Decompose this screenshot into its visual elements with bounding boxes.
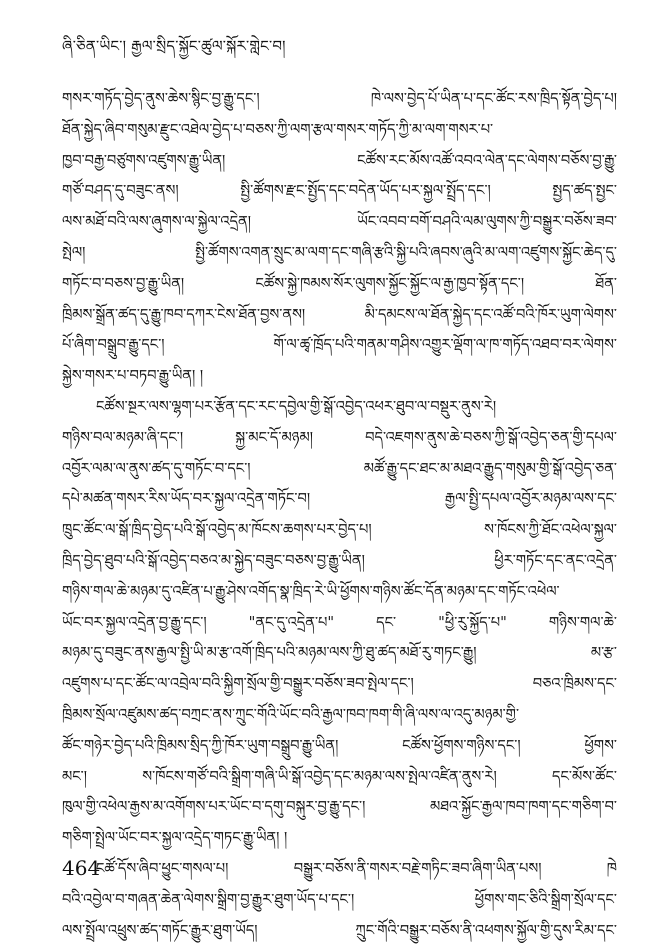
text-line: ངཚོ་དོས་ཞིབ་ཕྱུང་གསལ་པ། བསྒྱུར་བཅོས་ནི་གསར་བརྗེ་གཏིང་ཟབ་ཞིག་ཡིན་པས། ཁེ xyxy=(96,859,617,877)
text-line: གཏོང་བ་བཅས་བྱ་རྒྱུ་ཡིན། ངཚོས་སྐྱེ་ཁམས་སོར་ལུགས་སྐྱོང་སྐྱོང་ལ་རྒྱ་ཁྱབ་སྟོན་དང་། ཐོན་ xyxy=(62,274,617,292)
text-line: ཁྲིད་བྱེད་ཐུབ་པའི་སྒོ་འབྱེད་བཅའ་མ་སྐྱེད་བཟུང་བཅས་བྱ་རྒྱུ་ཡིན། ཕྱིར་གཏོང་དང་ནང་འདྲེན་ xyxy=(62,551,617,569)
text-line: མང་། ས་ཁོངས་གཙོ་བའི་སྒྲིག་གཞི་ཡི་སྒོ་འབྱེད་དང་མཉམ་ལས་སྤེལ་འཛིན་ནུས་རེ། དང་མོས་ཚོང་ xyxy=(62,767,617,785)
text-line: གཙོ་བཤད་དུ་བཟུང་ནས། སྤྱི་ཚོགས་རྫང་སྤྱོད་དང་བདེན་ཡོད་པར་སྐྱལ་སྤྲོད་དང་། སྤྱད་ཚད་སྤྱང་ xyxy=(62,182,617,200)
text-line: ཁུལ་གྱི་འཕེལ་རྒྱས་མ་འགོགས་པར་ཡོང་བ་དགུ་བསྐུར་བྱ་རྒྱུ་དང་། མཐའ་སྐྱོང་རྒྱལ་ཁབ་ཁག་དང་གཅིག་བ་ xyxy=(62,798,617,816)
running-header: ཞི་ཅིན་ཡིང་། རྒྱལ་སྲིད་སྐྱོང་ཚུལ་སྐོར་གླེང་བ། xyxy=(62,37,286,55)
text-line: མཉམ་དུ་བཟུང་ནས་རྒྱལ་སྤྱི་ཡི་མ་རྩ་འགོ་ཁྲིད་པའི་མཉམ་ལས་ཀྱི་ཐུ་ཚད་མཐོ་རུ་གཏང་རྒྱུ། མ་རྩ་ xyxy=(62,644,617,662)
text-line: ཡོང་བར་སྐྱལ་འདྲེན་བྱ་རྒྱུ་དང་། "ནང་དུ་འདྲེན་པ" དང་ "ཕྱི་རུ་སྐྱོད་པ" གཉིས་གལ་ཆེ་ xyxy=(62,613,617,631)
text-line: ལས་མཐོ་བའི་ལས་ཞུགས་ལ་སྐྱེལ་འདྲེན། ཡོང་འབབ་བགོ་བཤའི་ལམ་ལུགས་ཀྱི་བསྒྱུར་བཅོས་ཟབ་ xyxy=(62,213,617,231)
paragraph-1 xyxy=(62,84,617,392)
text-line: སྤེལ། སྤྱི་ཚོགས་འགན་སྲུང་མ་ལག་དང་གཞི་རྩའི་སྐྱི་པའི་ཞབས་ཞུའི་མ་ལག་འཛུགས་སྐྱོང་ཆེད་དུ་ xyxy=(62,243,617,261)
text-line: འབྱོར་ལམ་ལ་ནུས་ཚད་དུ་གཏོང་བ་དང་། མཚོ་རྒྱུ་དང་ཐང་མ་མཐའ་རྒྱུད་གསུམ་གྱི་སྒོ་འབྱེད་ཅན་ xyxy=(62,459,617,477)
text-line: ཁྲུང་ཚོང་ལ་སྒོ་ཁྲིད་བྱེད་པའི་སྒོ་འབྱེད་མ་ཁོངས་ཆགས་པར་བྱེད་པ། ས་ཁོངས་ཀྱི་ཐོང་འཕེལ་སྐྱལ་ xyxy=(62,521,617,539)
text-line: གཉིས་བལ་མཉམ་ཞི་དང་། སྐྱ་མང་དོ་མཉམ། བདེ་འཇགས་ནུས་ཆེ་བཅས་ཀྱི་སྒོ་འབྱེད་ཅན་གྱི་དཔལ་ xyxy=(62,428,617,446)
text-line: པོ་ཞིག་བསྒྲུབ་རྒྱུ་དང་། གོ་ལ་ཚྭ་ཁྲོད་པའི་གནམ་གཤིས་འགྱུར་ལྡོག་ལ་ཁ་གཏོད་འཐབ་བར་ལེགས་ xyxy=(62,336,617,354)
text-line: ལས་སྤྲོལ་འཕྲུས་ཚད་གཏོང་རྒྱུར་ཐུག་ཡོད། ཀྲུང་གོའི་བསྒྱུར་བཅོས་ནི་འཕགས་སྐྱོལ་གྱི་དུས་རིམ་དང་ xyxy=(62,921,617,939)
text-line: ཚོང་གཉེར་བྱེད་པའི་ཁྲིམས་སྲིད་ཀྱི་ཁོར་ཡུག་བསྒྲུབ་རྒྱུ་ཡིན། ངཚོས་ཕྱོགས་གཉིས་དང་། ཕྱོགས་ xyxy=(62,736,617,754)
text-line: གཉིས་གལ་ཆེ་མཉམ་དུ་འཛིན་པ་རྒྱུ་ཤེས་འགོད་སྣ་ཁྲིད་རེ་ཡི་ཕྱོགས་གཉིས་ཚོང་དོན་མཉམ་དང་གཏོང་འཕེལ་ xyxy=(62,582,560,600)
text-line: དཔེ་མཚན་གསར་རིས་ཡོད་བར་སྐྱལ་འདྲེན་གཏོང་བ། རྒྱལ་སྤྱི་དཔལ་འབྱོར་མཉམ་ལས་དང་ xyxy=(62,490,617,508)
body-text xyxy=(62,84,617,946)
page-number: 464 xyxy=(62,856,101,880)
text-line: ཁྱབ་བརྒྱ་བཙུགས་འཛུགས་རྒྱུ་ཡིན། ངཚོས་རང་མོས་འཚོ་འབའ་ལེན་དང་ལེགས་བཅོས་བྱ་རྒྱུ་ xyxy=(62,151,617,169)
text-line: བའི་འབྱེལ་བ་གཞན་ཆེན་ལེགས་སྒྲིག་བྱ་རྒྱུར་ཐུག་ཡོད་པ་དང་། ཕྱོགས་གང་ཅིའི་སྒྲིག་སྲོལ་དང་ xyxy=(62,890,617,908)
text-line: ཐོན་སྐྱེད་ཞིབ་གསུམ་རྫུང་འཐེལ་བྱེད་པ་བཅས་ཀྱི་ལག་རྩལ་གསར་གཏོད་ཀྱི་མ་ལག་གསར་པ་ xyxy=(62,120,494,138)
paragraph-3 xyxy=(62,854,617,946)
text-line: སྐྱེས་གསར་པ་བཏབ་རྒྱུ་ཡིན། ། xyxy=(62,367,204,385)
text-line: ངཚོས་སྔར་ལས་ལྷག་པར་རྩོན་དང་རང་དབྱེལ་གྱི་སྒོ་འབྱེད་འཕར་ཐུབ་ལ་བསྡུར་ནུས་རེ། xyxy=(96,397,497,415)
text-line: འཛུགས་པ་དང་ཚོང་ལ་འབྲེལ་བའི་སྐྱིག་སྲོལ་གྱི་བསྒྱུར་བཅོས་ཟབ་སྤེལ་དང་། བཅའ་ཁྲིམས་དང་ xyxy=(62,675,617,693)
text-line: གསར་གཏོད་བྱེད་ནུས་ཆེས་སྙིང་བྱ་རྒྱུ་དང་། ཁེ་ལས་བྱེད་པོ་ཡིན་པ་དང་ཚོང་རས་ཁྲིད་སྟོན་བྱེད་པ། xyxy=(62,90,617,107)
paragraph-2 xyxy=(62,392,617,854)
text-line: གཅིག་སྤྲེལ་ཡོང་བར་སྐྱལ་འདྲེད་གཏང་རྒྱུ་ཡིན། ། xyxy=(62,829,288,847)
text-line: ཁྲིམས་སྒྲོན་ཚད་དུ་རྒྱུ་ཁབ་དཀར་ངེས་ཐོན་བྱས་ནས། མི་དམངས་ལ་ཐོན་སྐྱེད་དང་འཚོ་བའི་ཁོར་ཡུག་ལེགས་ xyxy=(62,305,617,323)
text-line: ཁྲིམས་སྲོལ་འཛུམས་ཚད་བཀྲང་ནས་ཀྲུང་གོའི་ཡོང་བའི་རྒྱལ་ཁབ་ཁག་གི་ཞི་ལས་ལ་འདུ་མཉམ་གྱི་ xyxy=(62,705,520,723)
